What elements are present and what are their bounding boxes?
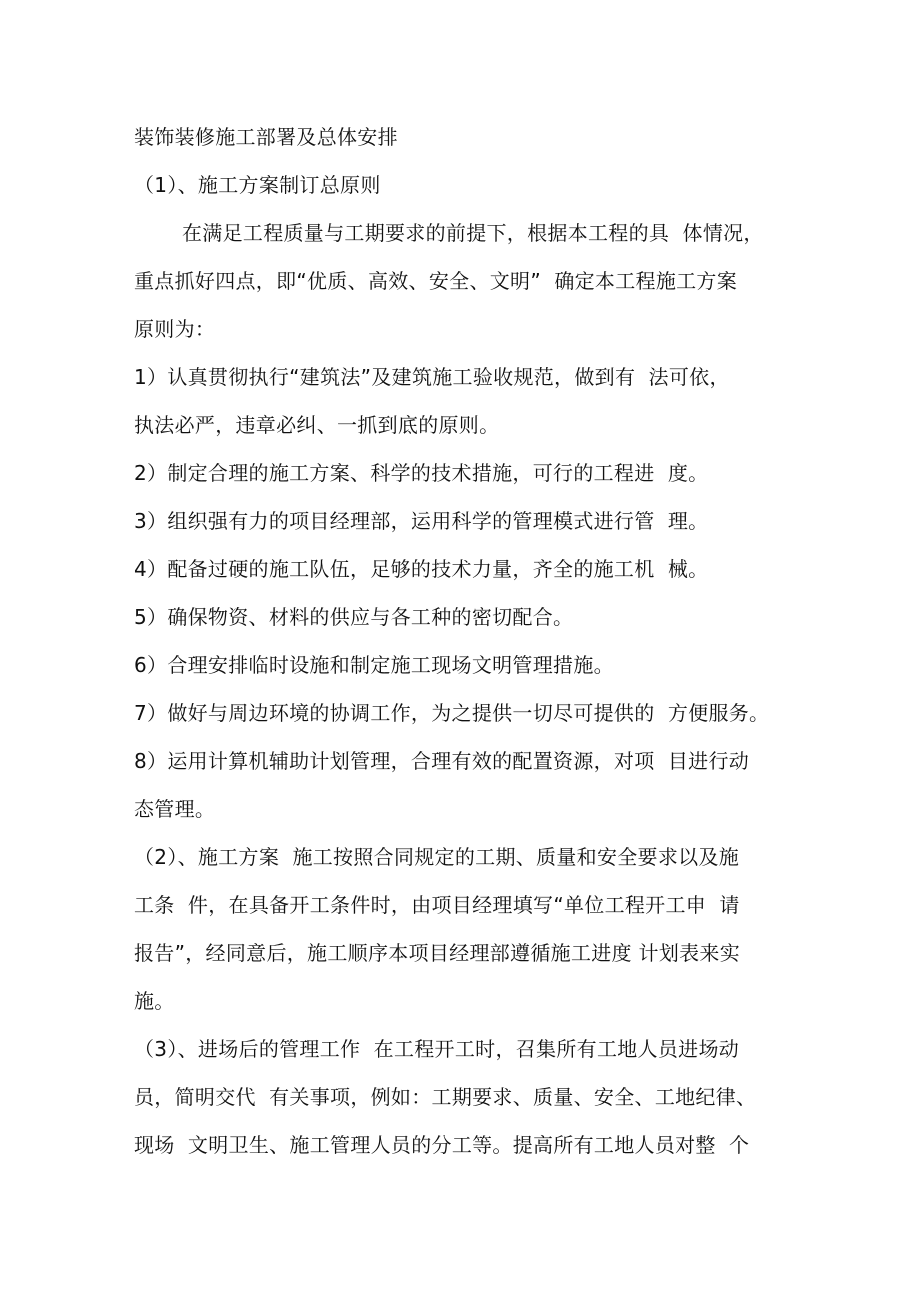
document-title: 装饰装修施工部署及总体安排 <box>134 125 398 149</box>
list-item-6: 6）合理安排临时设施和制定施工现场文明管理措施。 <box>134 653 614 677</box>
paragraph-line: 原则为： <box>134 317 216 341</box>
list-item-2: 2）制定合理的施工方案、科学的技术措施，可行的工程进 度。 <box>134 461 709 485</box>
list-item-5: 5）确保物资、材料的供应与各工种的密切配合。 <box>134 605 574 629</box>
section-2-paragraph: （2）、施工方案 施工按照合同规定的工期、质量和安全要求以及施 <box>134 845 740 869</box>
section-1-heading: （1）、施工方案制订总原则 <box>134 173 381 197</box>
section-3-paragraph: （3）、进场后的管理工作 在工程开工时，召集所有工地人员进场动 <box>134 1037 740 1061</box>
list-item-7: 7）做好与周边环境的协调工作，为之提供一切尽可提供的 方便服务。 <box>134 701 770 725</box>
paragraph-line: 重点抓好四点，即“优质、高效、安全、文明” 确定本工程施工方案 <box>134 269 738 293</box>
section-2-line: 施。 <box>134 989 175 1013</box>
paragraph-line: 在满足工程质量与工期要求的前提下，根据本工程的具 体情况， <box>182 221 764 245</box>
list-item-8: 8）运用计算机辅助计划管理，合理有效的配置资源，对项 目进行动 <box>134 749 750 773</box>
section-2-line: 工条 件，在具备开工条件时，由项目经理填写“单位工程开工申 请 <box>134 893 740 917</box>
list-item-1: 1）认真贯彻执行“建筑法”及建筑施工验收规范，做到有 法可依， <box>134 365 730 389</box>
list-item-8-cont: 态管理。 <box>134 797 216 821</box>
list-item-1-cont: 执法必严，违章必纠、一抓到底的原则。 <box>134 413 500 437</box>
list-item-3: 3）组织强有力的项目经理部，运用科学的管理模式进行管 理。 <box>134 509 709 533</box>
section-3-line: 员，简明交代 有关事项，例如：工期要求、质量、安全、工地纪律、 <box>134 1085 757 1109</box>
section-3-line: 现场 文明卫生、施工管理人员的分工等。提高所有工地人员对整 个 <box>134 1133 750 1157</box>
list-item-4: 4）配备过硬的施工队伍，足够的技术力量，齐全的施工机 械。 <box>134 557 709 581</box>
section-2-line: 报告”，经同意后，施工顺序本项目经理部遵循施工进度 计划表来实 <box>134 941 741 965</box>
